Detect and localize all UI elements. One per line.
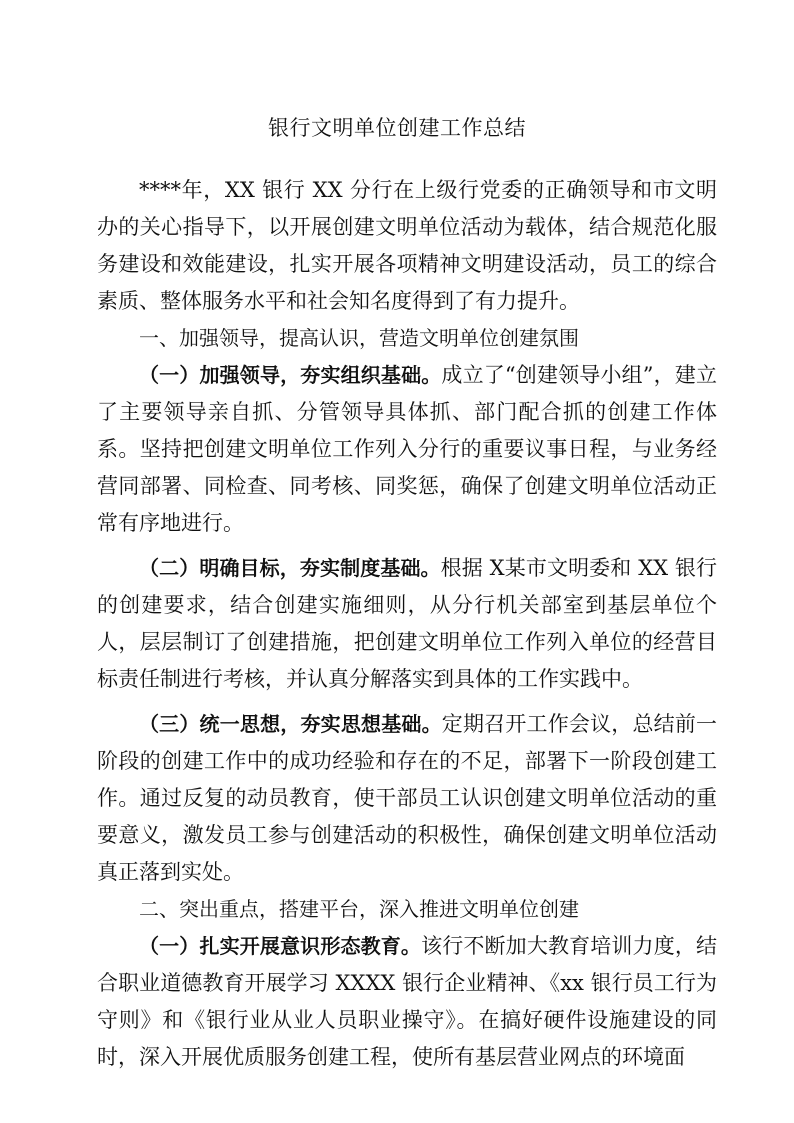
paragraph-lead: （一）加强领导，夯实组织基础。 (139, 363, 442, 387)
page-title: 银行文明单位创建工作总结 (268, 116, 526, 140)
paragraph-lead: （三）统一思想，夯实思想基础。 (139, 712, 442, 736)
paragraph-text: 该行不断加大教育培训力度，结合职业道德教育开展学习 XXXX 银行企业精神、《xx 银行员工行为守则》和《银行业从业人员职业操守》。在搞好硬件设施建设的同时，深入开展优质服务创建工程，使所有基层营业网点的环境面 (97, 934, 718, 1069)
paragraph-1-1 (97, 357, 717, 542)
paragraph-lead: （二）明确目标，夯实制度基础。 (139, 556, 441, 580)
section-heading-2: 二、突出重点，搭建平台，深入推进文明单位创建 (139, 897, 579, 921)
paragraph-2-1 (97, 928, 717, 1076)
paragraph-text: 定期召开工作会议，总结前一阶段的创建工作中的成功经验和存在的不足，部署下一阶段创建工作。通过反复的动员教育，使干部员工认识创建文明单位活动的重要意义，激发员工参与创建活动的积极性，确保创建文明单位活动真正落到实处。 (97, 712, 718, 884)
paragraph-text: 成立了“创建领导小组”，建立了主要领导亲自抓、分管领导具体抓、部门配合抓的创建工作体系。坚持把创建文明单位工作列入分行的重要议事日程，与业务经营同部署、同检查、同考核、同奖惩，确保了创建文明单位活动正常有序地进行。 (97, 363, 717, 535)
document-body (97, 172, 717, 1076)
intro-paragraph: ****年，XX 银行 XX 分行在上级行党委的正确领导和市文明办的关心指导下，以开展创建文明单位活动为载体，结合规范化服务建设和效能建设，扎实开展各项精神文明建设活动，员工的综合素质、整体服务水平和社会知名度得到了有力提升。 (97, 178, 717, 313)
paragraph-text: 根据 X某市文明委和 XX 银行的创建要求，结合创建实施细则，从分行机关部室到基层单位个人，层层制订了创建措施，把创建文明单位工作列入单位的经营目标责任制进行考核，并认真分解落实到具体的工作实践中。 (97, 556, 717, 691)
section-heading-1: 一、加强领导，提高认识，营造文明单位创建氛围 (139, 326, 579, 350)
paragraph-1-2 (97, 550, 717, 698)
paragraph-1-3 (97, 706, 717, 891)
paragraph-lead: （一）扎实开展意识形态教育。 (139, 934, 422, 958)
